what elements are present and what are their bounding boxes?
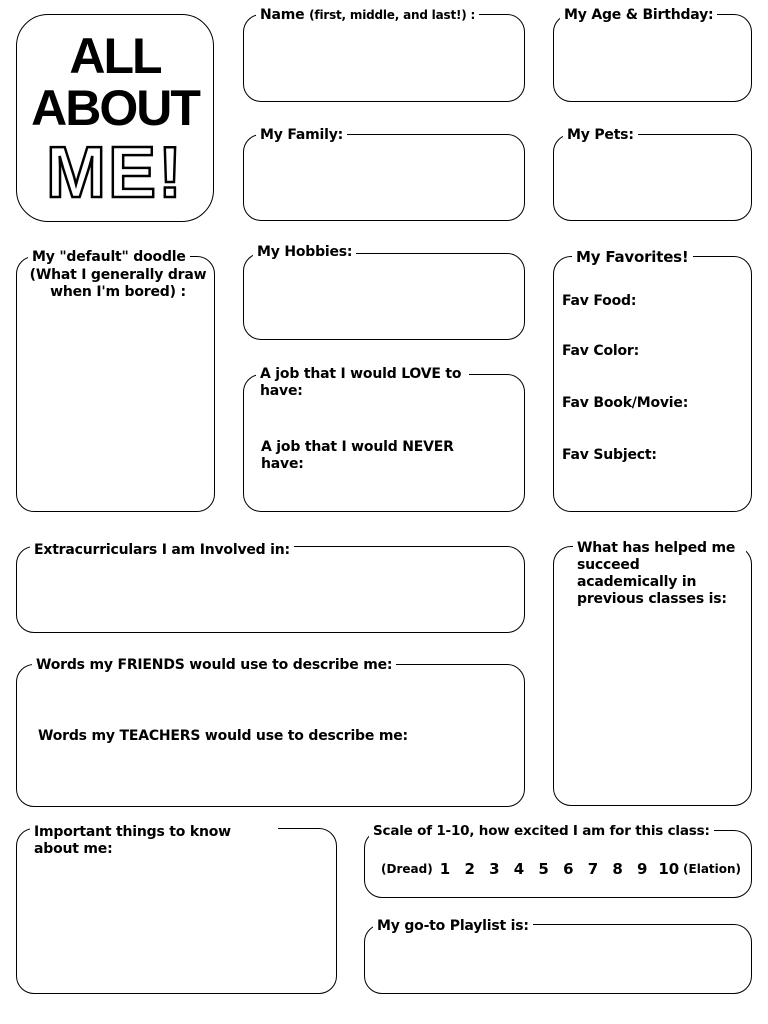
- name-field[interactable]: [243, 14, 525, 102]
- scale-high-label: (Elation): [683, 862, 742, 876]
- title-box: [16, 14, 214, 222]
- pets-label: My Pets:: [563, 127, 638, 144]
- name-label-note: (first, middle, and last!) :: [309, 8, 476, 22]
- hobbies-field[interactable]: [243, 253, 525, 340]
- scale-option-10[interactable]: 10: [658, 860, 680, 878]
- important-label: Important things to know about me:: [30, 824, 278, 858]
- helped-label: What has helped me succeed academically in previous classes is:: [573, 540, 746, 608]
- doodle-label: My "default" doodle: [28, 249, 190, 266]
- scale-option-1[interactable]: 1: [439, 860, 451, 878]
- fav-food-label: Fav Food:: [562, 293, 637, 309]
- scale-row: [381, 860, 741, 878]
- age-birthday-label: My Age & Birthday:: [560, 7, 717, 24]
- scale-option-4[interactable]: 4: [513, 860, 525, 878]
- name-label-text: Name: [260, 7, 305, 23]
- scale-option-5[interactable]: 5: [538, 860, 549, 878]
- scale-low-label: (Dread): [381, 862, 433, 876]
- hobbies-label: My Hobbies:: [253, 244, 356, 261]
- extracurriculars-label: Extracurriculars I am Involved in:: [30, 542, 294, 559]
- title-all: ALL: [69, 28, 161, 84]
- fav-subject-label: Fav Subject:: [562, 447, 657, 463]
- favorites-label: My Favorites!: [572, 249, 693, 266]
- pets-field[interactable]: [553, 134, 752, 221]
- job-love-label: A job that I would LOVE to have:: [256, 366, 469, 400]
- family-field[interactable]: [243, 134, 525, 221]
- words-friends-label: Words my FRIENDS would use to describe me:: [32, 657, 396, 674]
- extracurriculars-field[interactable]: [16, 546, 525, 633]
- scale-option-6[interactable]: 6: [563, 860, 574, 878]
- job-never-label: A job that I would NEVER have:: [261, 439, 454, 472]
- age-birthday-field[interactable]: [553, 14, 752, 102]
- scale-option-9[interactable]: 9: [637, 860, 648, 878]
- family-label: My Family:: [256, 127, 347, 144]
- scale-option-2[interactable]: 2: [464, 860, 475, 878]
- scale-option-8[interactable]: 8: [612, 860, 623, 878]
- name-label: [256, 7, 479, 24]
- scale-option-3[interactable]: 3: [489, 860, 500, 878]
- fav-book-movie-label: Fav Book/Movie:: [562, 395, 689, 411]
- doodle-note: (What I generally draw when I'm bored) :: [24, 267, 212, 301]
- scale-label: Scale of 1-10, how excited I am for this class:: [369, 823, 714, 840]
- title-about: ABOUT: [31, 80, 199, 136]
- fav-color-label: Fav Color:: [562, 343, 640, 359]
- scale-option-7[interactable]: 7: [587, 860, 599, 878]
- scale-field: [364, 830, 752, 898]
- words-teachers-label: Words my TEACHERS would use to describe me:: [38, 728, 408, 744]
- title-me: ME!: [46, 133, 184, 213]
- playlist-label: My go-to Playlist is:: [373, 918, 533, 935]
